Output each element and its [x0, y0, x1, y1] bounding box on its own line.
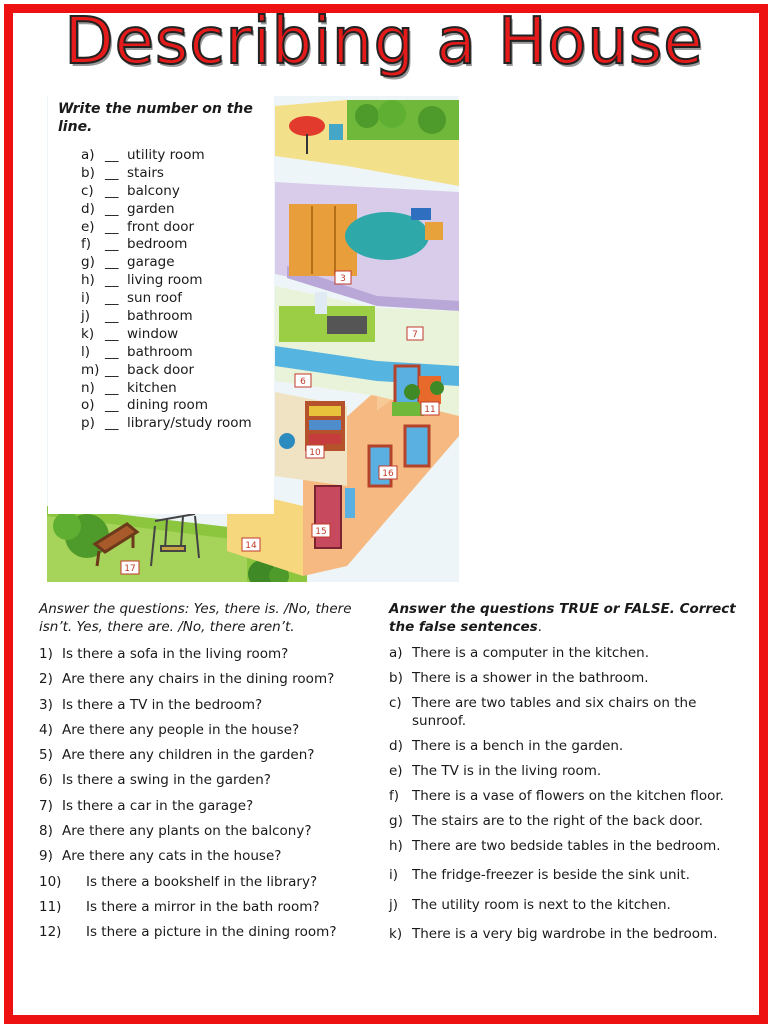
matching-room: sun roof — [127, 290, 182, 307]
label-15: 15 — [315, 527, 327, 537]
matching-item — [81, 380, 252, 398]
question-number: 2) — [39, 671, 53, 688]
true-false-sentence: The utility room is next to the kitchen. — [412, 897, 671, 913]
true-false-letter: g) — [389, 813, 403, 829]
matching-room: garden — [127, 200, 175, 217]
true-false-letter: e) — [389, 763, 403, 779]
matching-item — [81, 183, 252, 201]
question-number: 8) — [39, 823, 53, 840]
matching-letter: k) — [81, 325, 95, 342]
answer-blank[interactable]: __ — [105, 379, 119, 396]
matching-letter: d) — [81, 200, 95, 217]
matching-room: bathroom — [127, 343, 193, 360]
question-item — [39, 898, 379, 923]
answer-blank[interactable]: __ — [105, 325, 119, 342]
question-text: Is there a bookshelf in the library? — [86, 873, 318, 890]
matching-room: living room — [127, 272, 203, 289]
matching-room: window — [127, 325, 179, 342]
question-text: Is there a sofa in the living room? — [62, 646, 289, 662]
label-6: 6 — [300, 377, 306, 387]
true-false-section — [389, 600, 739, 943]
question-item — [39, 923, 379, 948]
true-false-sentence: There is a very big wardrobe in the bedroom. — [412, 926, 718, 942]
front-door — [315, 486, 341, 548]
true-false-item — [389, 762, 739, 780]
question-item — [39, 746, 379, 771]
matching-item — [81, 272, 252, 290]
matching-room: balcony — [127, 182, 180, 199]
question-number: 12) — [39, 924, 62, 941]
matching-letter: c) — [81, 182, 94, 199]
matching-exercise — [48, 96, 274, 514]
true-false-letter: i) — [389, 867, 399, 883]
true-false-item — [389, 925, 739, 943]
question-item — [39, 873, 379, 898]
matching-letter: j) — [81, 308, 91, 325]
question-text: Is there a swing in the garden? — [62, 772, 271, 789]
question-number: 10) — [39, 873, 62, 890]
answer-blank[interactable]: __ — [105, 236, 119, 253]
true-false-sentence: The fridge-freezer is beside the sink unit. — [412, 867, 690, 883]
true-false-intro-end: . — [537, 619, 542, 635]
question-text: Are there any children in the garden? — [62, 747, 315, 764]
matching-room: back door — [127, 361, 195, 378]
question-text: Is there a picture in the dining room? — [86, 924, 337, 941]
answer-blank[interactable]: __ — [105, 147, 119, 163]
question-text: Is there a car in the garage? — [62, 797, 254, 814]
matching-letter: i) — [81, 290, 91, 307]
question-item — [39, 847, 379, 872]
answer-blank[interactable]: __ — [105, 182, 119, 199]
answer-blank[interactable]: __ — [105, 343, 119, 360]
matching-letter: o) — [81, 397, 95, 414]
label-14: 14 — [245, 541, 257, 551]
question-item — [39, 771, 379, 796]
matching-item — [81, 236, 252, 254]
true-false-item — [389, 694, 739, 730]
true-false-letter: f) — [389, 788, 400, 804]
matching-room: stairs — [127, 164, 164, 181]
matching-letter: e) — [81, 218, 95, 235]
matching-letter: f) — [81, 236, 92, 253]
question-number: 11) — [39, 898, 62, 915]
matching-item — [81, 147, 252, 165]
question-item — [39, 670, 379, 695]
matching-item — [81, 362, 252, 380]
matching-room: utility room — [127, 147, 205, 163]
question-text: Are there any plants on the balcony? — [62, 823, 312, 840]
answer-blank[interactable]: __ — [105, 254, 119, 271]
true-false-item — [389, 787, 739, 805]
questions-list — [39, 645, 379, 949]
answer-blank[interactable]: __ — [105, 308, 119, 325]
question-number: 9) — [39, 848, 53, 865]
answer-blank[interactable]: __ — [105, 415, 119, 432]
true-false-sentence: There are two bedside tables in the bedroom. — [412, 838, 721, 854]
answer-blank[interactable]: __ — [105, 272, 119, 289]
matching-list — [81, 147, 252, 433]
true-false-sentence: There is a bench in the garden. — [412, 738, 624, 754]
true-false-item — [389, 866, 739, 884]
matching-room: kitchen — [127, 379, 177, 396]
true-false-sentence: There is a shower in the bathroom. — [412, 670, 649, 686]
question-item — [39, 797, 379, 822]
question-number: 5) — [39, 747, 53, 764]
question-text: Are there any cats in the house? — [62, 848, 282, 865]
question-item — [39, 696, 379, 721]
answer-blank[interactable]: __ — [105, 200, 119, 217]
answer-blank[interactable]: __ — [105, 218, 119, 235]
question-number: 1) — [39, 646, 53, 662]
question-item — [39, 721, 379, 746]
true-false-intro — [389, 600, 739, 636]
true-false-sentence: The stairs are to the right of the back door. — [412, 813, 703, 829]
true-false-letter: d) — [389, 738, 403, 754]
roof-table — [289, 116, 325, 136]
true-false-letter: b) — [389, 670, 403, 686]
true-false-letter: h) — [389, 838, 403, 854]
matching-item — [81, 344, 252, 362]
matching-item — [81, 201, 252, 219]
true-false-item — [389, 737, 739, 755]
matching-item — [81, 415, 252, 433]
true-false-sentence: There is a computer in the kitchen. — [412, 645, 650, 661]
matching-letter: n) — [81, 379, 95, 396]
label-16: 16 — [382, 469, 394, 479]
matching-item — [81, 254, 252, 272]
matching-item — [81, 326, 252, 344]
matching-room: library/study room — [127, 415, 252, 432]
true-false-list — [389, 644, 739, 943]
matching-item — [81, 290, 252, 308]
questions-intro: Answer the questions: Yes, there is. /No, there isn’t. Yes, there are. /No, there aren’t. — [39, 601, 352, 635]
questions-section — [39, 600, 379, 949]
true-false-intro-text: Answer the questions TRUE or FALSE. Correct the false sentences — [389, 601, 736, 635]
matching-item — [81, 308, 252, 326]
matching-letter: m) — [81, 361, 100, 378]
matching-room: dining room — [127, 397, 208, 414]
matching-item — [81, 397, 252, 415]
true-false-sentence: The TV is in the living room. — [412, 763, 602, 779]
true-false-item — [389, 812, 739, 830]
matching-heading: Write the number on the line. — [58, 101, 253, 135]
matching-letter: b) — [81, 164, 95, 181]
label-11: 11 — [424, 405, 436, 415]
true-false-sentence: There is a vase of flowers on the kitchen floor. — [412, 788, 724, 804]
true-false-letter: k) — [389, 926, 403, 942]
matching-letter: p) — [81, 415, 95, 432]
label-7: 7 — [412, 330, 418, 340]
matching-letter: a) — [81, 147, 95, 163]
label-17: 17 — [124, 564, 136, 574]
label-3: 3 — [340, 274, 346, 284]
answer-blank[interactable]: __ — [105, 290, 119, 307]
matching-room: front door — [127, 218, 195, 235]
matching-room: garage — [127, 254, 175, 271]
answer-blank[interactable]: __ — [105, 361, 119, 378]
question-text: Are there any chairs in the dining room? — [62, 671, 335, 688]
answer-blank[interactable]: __ — [105, 164, 119, 181]
true-false-letter: j) — [389, 897, 399, 913]
true-false-item — [389, 669, 739, 687]
true-false-letter: a) — [389, 645, 403, 661]
true-false-item — [389, 837, 739, 855]
question-number: 3) — [39, 696, 53, 713]
bedside-table — [425, 222, 443, 240]
true-false-item — [389, 896, 739, 914]
matching-room: bathroom — [127, 308, 193, 325]
true-false-letter: c) — [389, 695, 402, 711]
page-title: Describing a House — [64, 5, 704, 79]
label-10: 10 — [309, 448, 321, 458]
matching-letter: l) — [81, 343, 91, 360]
matching-letter: h) — [81, 272, 95, 289]
question-item — [39, 645, 379, 670]
question-number: 4) — [39, 721, 53, 738]
question-number: 6) — [39, 772, 53, 789]
true-false-sentence: There are two tables and six chairs on the sunroof. — [412, 695, 697, 729]
matching-room: bedroom — [127, 236, 188, 253]
question-text: Is there a TV in the bedroom? — [62, 696, 263, 713]
question-item — [39, 822, 379, 847]
matching-item — [81, 219, 252, 237]
answer-blank[interactable]: __ — [105, 397, 119, 414]
question-text: Are there any people in the house? — [62, 721, 300, 738]
true-false-item — [389, 644, 739, 662]
matching-letter: g) — [81, 254, 95, 271]
question-text: Is there a mirror in the bath room? — [86, 898, 320, 915]
matching-item — [81, 165, 252, 183]
question-number: 7) — [39, 797, 53, 814]
